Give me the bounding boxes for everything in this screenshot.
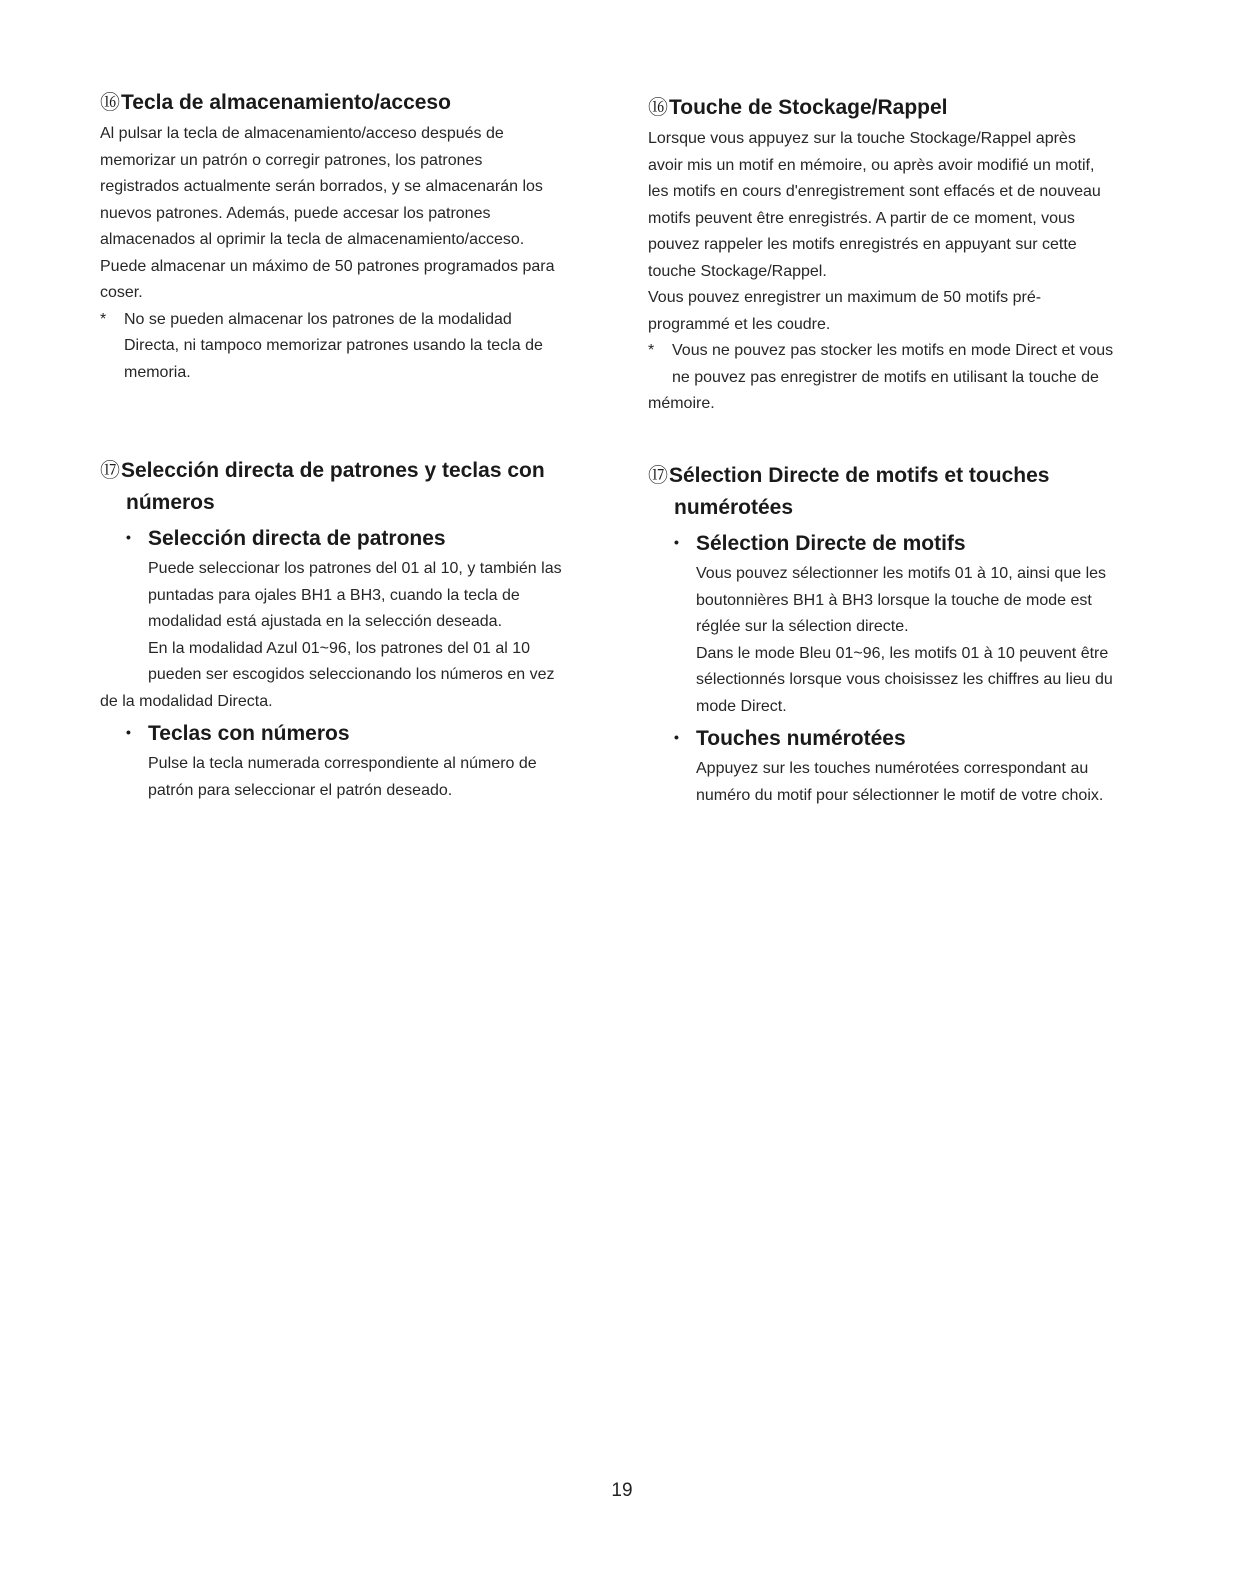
body-line: les motifs en cours d'enregistrement sont effacés et de nouveau [648, 183, 1101, 200]
circled-number-17: ⑰ [100, 460, 120, 482]
note [100, 307, 620, 387]
note-line: Vous ne pouvez pas stocker les motifs en mode Direct et vous [672, 342, 1114, 359]
body-line: touche Stockage/Rappel. [648, 262, 827, 280]
note-line: mémoire. [648, 395, 715, 412]
subsection-direct-selection-es: • Selección directa de patrones [100, 522, 620, 554]
section-17-fr-title: ⑰Sélection Directe de motifs et touches numérotées [648, 464, 1050, 519]
note-line: ne pouvez pas enregistrer de motifs en utilisant la touche de [672, 368, 1099, 386]
body-line: Vous pouvez sélectionner les motifs 01 à 10, ainsi que les [696, 565, 1107, 582]
body-line: pouvez rappeler les motifs enregistrés en appuyant sur cette [648, 236, 1077, 253]
section-16-es [100, 87, 620, 386]
body-line: memorizar un patrón o corregir patrones, los patrones [100, 151, 483, 169]
body-line: de la modalidad Directa. [100, 692, 273, 710]
body-line: programmé et les coudre. [648, 315, 831, 333]
body-line: coser. [100, 284, 143, 301]
note-asterisk: * [100, 310, 107, 328]
body-line: Vous pouvez enregistrer un maximum de 50 motifs pré- [648, 289, 1042, 306]
body-line: modalidad está ajustada en la selección deseada. [148, 613, 503, 630]
body-line: nuevos patrones. Además, puede accesar los patrones [100, 204, 491, 222]
circled-number-17: ⑰ [648, 465, 668, 487]
bullet: • [674, 534, 679, 550]
body-line: Lorsque vous appuyez sur la touche Stockage/Rappel après [648, 130, 1076, 147]
note-line: Directa, ni tampoco memorizar patrones usando la tecla de [124, 337, 543, 354]
body-line: pueden ser escogidos seleccionando los números en vez [148, 666, 555, 683]
section-16-es-title: ⑯Tecla de almacenamiento/acceso [100, 91, 451, 114]
circled-number-16: ⑯ [648, 97, 668, 119]
section-17-es [100, 455, 620, 804]
note-line: No se pueden almacenar los patrones de la modalidad [124, 310, 512, 328]
bullet: • [674, 729, 679, 745]
note-asterisk: * [648, 342, 655, 359]
body-line: réglée sur la sélection directe. [696, 618, 909, 635]
section-17-es-title: ⑰Selección directa de patrones y teclas con números [100, 459, 545, 514]
body-line: Dans le mode Bleu 01~96, les motifs 01 à 10 peuvent être [696, 644, 1109, 662]
section-16-fr [648, 92, 1168, 418]
bullet: • [126, 724, 131, 740]
body-line: avoir mis un motif en mémoire, ou après avoir modifié un motif, [648, 156, 1095, 174]
body-line: registrados actualmente serán borrados, y se almacenarán los [100, 178, 543, 195]
section-16-fr-title: ⑯Touche de Stockage/Rappel [648, 96, 948, 119]
note [648, 338, 1168, 391]
body-line: numéro du motif pour sélectionner le motif de votre choix. [696, 786, 1104, 804]
subsection-number-keys-es: • Teclas con números [100, 717, 620, 749]
body-line: puntadas para ojales BH1 a BH3, cuando la tecla de [148, 586, 520, 604]
body-line: patrón para seleccionar el patrón deseado. [148, 781, 453, 799]
body-line: Al pulsar la tecla de almacenamiento/acceso después de [100, 125, 504, 142]
body-line: sélectionnés lorsque vous choisissez les chiffres au lieu du [696, 671, 1113, 688]
note-line: memoria. [124, 363, 191, 381]
circled-number-16: ⑯ [100, 92, 120, 114]
body-line: mode Direct. [696, 697, 787, 715]
subsection-number-keys-fr: • Touches numérotées [648, 722, 1168, 754]
body-line: Appuyez sur les touches numérotées correspondant au [696, 760, 1089, 777]
bullet: • [126, 529, 131, 545]
body-line: Pulse la tecla numerada correspondiente al número de [148, 755, 537, 772]
body-line: motifs peuvent être enregistrés. A partir de ce moment, vous [648, 209, 1075, 227]
body-line: boutonnières BH1 à BH3 lorsque la touche de mode est [696, 591, 1092, 609]
body-line: En la modalidad Azul 01~96, los patrones del 01 al 10 [148, 639, 531, 657]
subsection-direct-selection-fr: • Sélection Directe de motifs [648, 527, 1168, 559]
page-number: 19 [611, 1480, 633, 1501]
body-line: Puede almacenar un máximo de 50 patrones programados para [100, 257, 555, 275]
section-17-fr [648, 460, 1168, 809]
body-line: Puede seleccionar los patrones del 01 al 10, y también las [148, 560, 562, 577]
body-line: almacenados al oprimir la tecla de almacenamiento/acceso. [100, 231, 525, 248]
